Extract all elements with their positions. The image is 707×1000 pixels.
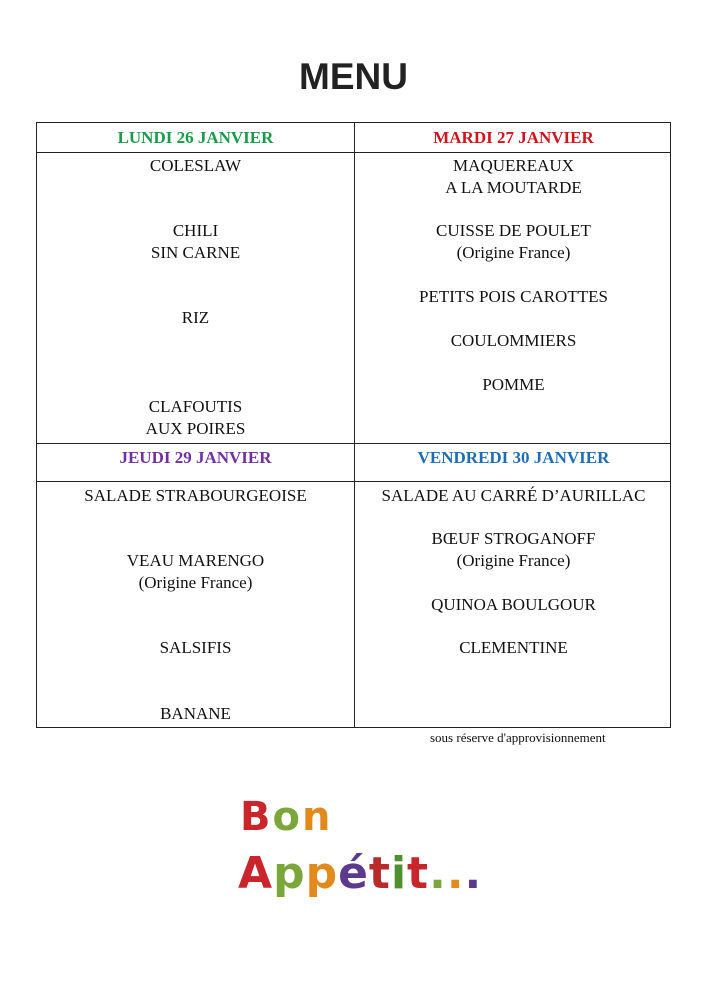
dish-line: SALSIFIS [159, 638, 232, 657]
dish-line: MAQUEREAUX [453, 156, 574, 175]
dish-line: (Origine France) [138, 573, 253, 592]
dish-line: BŒUF STROGANOFF [431, 529, 596, 548]
svg-text:Appétit...: Appétit... [238, 848, 483, 899]
menu-table [36, 122, 671, 728]
day-header-monday: LUNDI 26 JANVIER [117, 128, 274, 147]
dish-line: BANANE [160, 704, 231, 723]
dish-line: A LA MOUTARDE [445, 178, 582, 197]
svg-text:Bon: Bon [240, 794, 333, 840]
dish-line: PETITS POIS CAROTTES [419, 287, 608, 306]
dish-line: SALADE AU CARRÉ D’AURILLAC [381, 486, 646, 505]
dish-line: COLESLAW [149, 156, 242, 175]
dish-line: SALADE STRABOURGEOISE [84, 486, 307, 505]
dish-line: CHILI [172, 221, 219, 240]
row-divider [37, 443, 670, 444]
dish-line: COULOMMIERS [450, 331, 577, 350]
dish-line: SIN CARNE [150, 243, 241, 262]
menu-cell-tuesday [355, 123, 672, 443]
dish-line: (Origine France) [456, 551, 571, 570]
dish-line: CLEMENTINE [459, 638, 568, 657]
menu-cell-thursday [37, 481, 354, 729]
dish-line: AUX POIRES [145, 419, 246, 438]
dish-line: (Origine France) [456, 243, 571, 262]
dish-line: CUISSE DE POULET [436, 221, 591, 240]
dish-line: VEAU MARENGO [126, 551, 265, 570]
bon-appetit-logo [236, 786, 483, 899]
dish-line: RIZ [181, 308, 210, 327]
menu-cell-monday [37, 123, 354, 443]
dish-line: QUINOA BOULGOUR [431, 595, 596, 614]
page-title: MENU [299, 56, 408, 97]
supply-note: sous réserve d'approvisionnement [430, 730, 606, 745]
day-header-tuesday: MARDI 27 JANVIER [433, 128, 594, 147]
day-header-friday: VENDREDI 30 JANVIER [417, 448, 610, 467]
dish-line: POMME [482, 375, 545, 394]
dish-line: CLAFOUTIS [148, 397, 243, 416]
menu-cell-friday [355, 481, 672, 729]
day-header-thursday: JEUDI 29 JANVIER [119, 448, 272, 467]
